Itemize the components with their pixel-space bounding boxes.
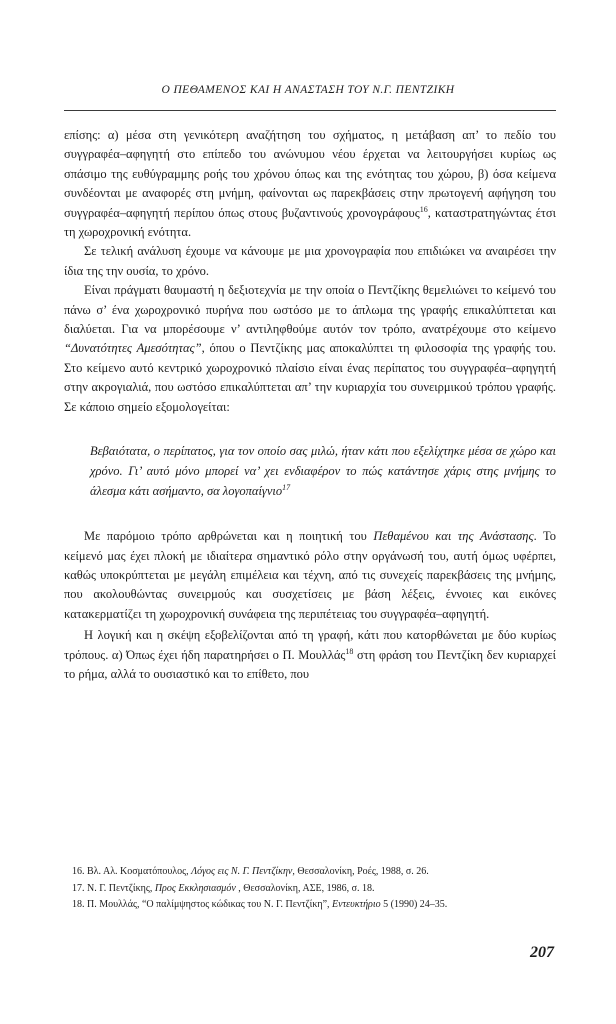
footnote-text: Π. Μουλλάς, “Ο παλίμψηστος κώδικας του Ν. Γ. Πεντζίκη”, xyxy=(87,899,333,910)
footnote-ref-16: 16 xyxy=(419,204,428,214)
header-rule xyxy=(64,110,556,111)
paragraph-4-tail: . Το κείμενό μας έχει πλοκή με ιδιαίτερα σημαντικό ρόλο στην οργάνωσή του, αυτή όμως υφέρπει, καθώς υποκρύπτεται με μεγάλη επιμέλεια και τέχνη, από τις συνεχείς παρεκβάσεις της μνήμης, που ακολουθώντας συνειρμούς και συσχετίσεις με βάση λέξεις, έννοιες και εικόνες κατακερματίζει τη χωροχρονική συνάφεια της περιπέτειας του συγγραφέα–αφηγητή. xyxy=(64,529,557,621)
block-quote-text: Βεβαιότατα, ο περίπατος, για τον οποίο σας μιλώ, ήταν κάτι που εξελίχτηκε μέσα σε χώρο και χρόνο. Γι’ αυτό μόνο μπορεί να’ χει ενδιαφέρον το πώς κατάντησε χάρις στης μνήμης το άλεσμα κάτι ασήμαντο, σα λογοπαίγνιο xyxy=(90,444,556,499)
body-text xyxy=(64,126,556,684)
paragraph-5-tail: στη φράση του Πεντζίκη δεν κυριαρχεί το ρήμα, αλλά το ουσιαστικό και το επίθετο, που xyxy=(64,647,556,681)
footnote-number: 18. xyxy=(72,899,85,910)
footnote-text: , Θεσσαλονίκη, Ροές, 1988, σ. 26. xyxy=(292,866,429,877)
paragraph-5-text: Η λογική και η σκέψη εξοβελίζονται από τη γραφή, κάτι που κατορθώνεται με δύο κυρίως τρόπους. α) Όπως έχει ήδη παρατηρήσει ο Π. Μουλλάς xyxy=(64,628,556,662)
running-head: Ο ΠΕΘΑΜΕΝΟΣ ΚΑΙ Η ΑΝΑΣΤΑΣΗ ΤΟΥ Ν.Γ. ΠΕΝΤΖΙΚΗ xyxy=(161,84,455,96)
italic-text-title: “Δυνατότητες Αμεσότητας” xyxy=(64,341,202,356)
footnote-16 xyxy=(72,864,552,881)
block-quote xyxy=(90,441,556,501)
footnote-17 xyxy=(72,881,552,898)
paragraph-1-tail: , καταστρατηγώντας έτσι τη χωροχρονική ενότητα. xyxy=(64,205,557,240)
footnote-number: 17. xyxy=(72,882,85,894)
footnote-text: 5 (1990) 24–35. xyxy=(380,899,448,910)
footnote-18 xyxy=(72,897,552,914)
footnote-number: 16. xyxy=(72,866,85,877)
footnote-text: Βλ. Αλ. Κοσματόπουλος, xyxy=(87,866,192,877)
footnote-title: Εντευκτήριο xyxy=(332,899,381,910)
paragraph-3-tail: , όπου ο Πεντζίκης μας αποκαλύπτει τη φιλοσοφία της γραφής του. Στο κείμενο αυτό κεντρικό χωροχρονικό πλαίσιο είναι ένας περίπατος του συγγραφέα–αφηγητή στην ακρογιαλιά, που ωστόσο επικαλύπτεται απ’ την κυριαρχία του συνειρμικού τρόπου γραφής. Σε κάποιο σημείο εξομολογείται: xyxy=(64,341,557,414)
footnote-text: Ν. Γ. Πεντζίκης, xyxy=(87,882,155,894)
paragraph-4-text: Με παρόμοιο τρόπο αρθρώνεται και η ποιητική του xyxy=(84,529,367,544)
footnote-title: Λόγος εις Ν. Γ. Πεντζίκην xyxy=(191,866,293,877)
paragraph-2: Σε τελική ανάλυση έχουμε να κάνουμε με μια χρονογραφία που επιδιώκει να αναιρέσει την ίδια της την ουσία, το χρόνο. xyxy=(64,244,556,278)
footnote-text: , Θεσσαλονίκη, ΑΣΕ, 1986, σ. 18. xyxy=(235,882,375,894)
footnote-ref-17: 17 xyxy=(282,482,291,492)
italic-novel-title: Πεθαμένου και της Ανάστασης xyxy=(373,529,534,544)
paragraph-1 xyxy=(64,126,556,242)
footnote-title: Προς Εκκλησιασμόν xyxy=(154,882,236,894)
footnotes xyxy=(72,864,552,914)
footnote-ref-18: 18 xyxy=(345,646,354,656)
paragraph-3 xyxy=(64,281,556,417)
paragraph-3-text: Είναι πράγματι θαυμαστή η δεξιοτεχνία με την οποία ο Πεντζίκης θεμελιώνει το κείμενό του πάνω σ’ ένα χωροχρονικό πυρήνα που ωστόσο με το άπλωμα της γραφής επικαλύπτεται και διαλύεται. Για να μπορέσουμε ν’ αντιληφθούμε αυτόν τον τρόπο, ανατρέχουμε στο κείμενο xyxy=(64,283,556,337)
paragraph-5 xyxy=(64,626,556,684)
page-number: 207 xyxy=(530,944,554,961)
paragraph-1-text: επίσης: α) μέσα στη γενικότερη αναζήτηση του σχήματος, η μετάβαση απ’ το πεδίο του συγγραφέα–αφηγητή στο επίπεδο του ανώνυμου νέου έρχεται να λειτουργήσει κυρίως ως σπάσιμο της ευθύγραμμης ροής του χρόνου όπως και της ενότητας του χώρου, β) όσα κείμενα συνδέονται με αναφορές στη μνήμη, φαίνονται ως παρεκβάσεις στην πρωτογενή αφήγηση του συγγραφέα–αφηγητή περίπου όπως στους βυζαντινούς χρονογράφους xyxy=(64,128,556,220)
paragraph-4 xyxy=(64,527,556,624)
